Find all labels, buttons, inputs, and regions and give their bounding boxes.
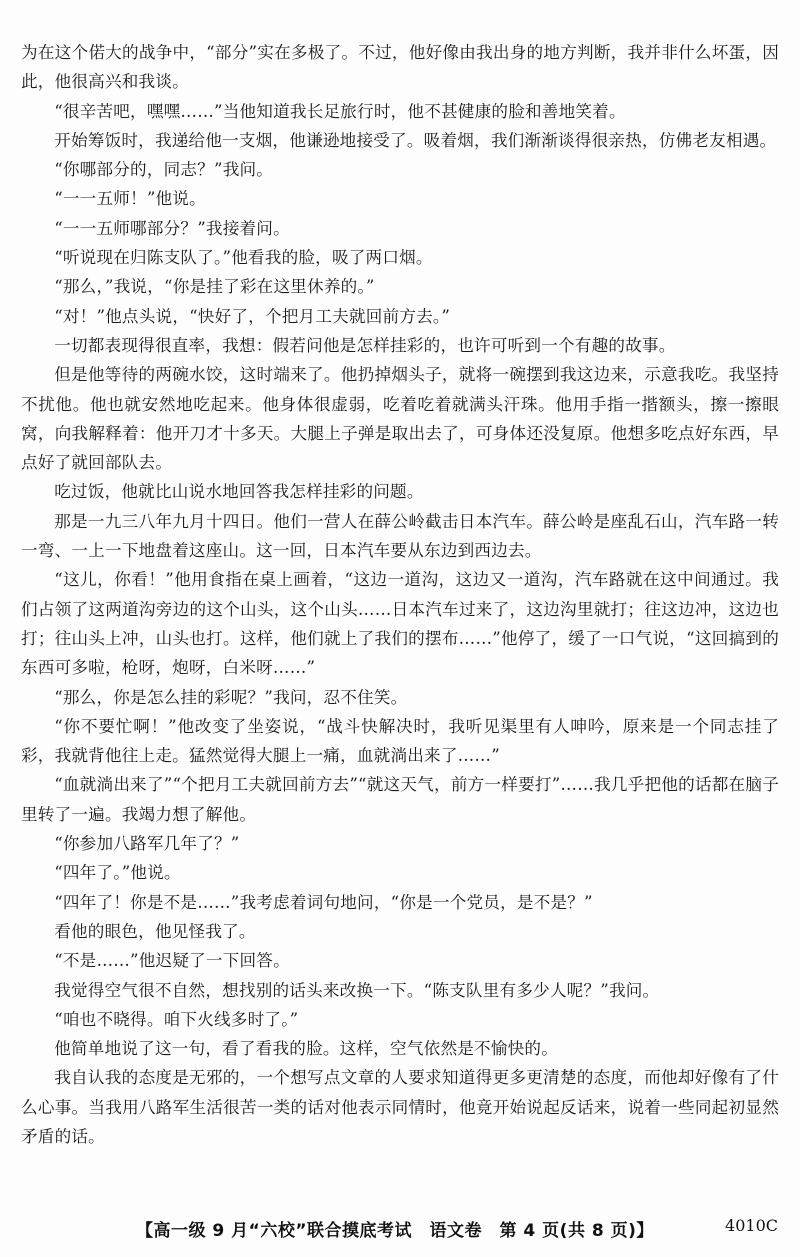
paragraph: “咱也不晓得。咱下火线多时了。” — [54, 1009, 299, 1029]
paragraph: 他简单地说了这一句，看了看我的脸。这样，空气依然是不愉快的。 — [54, 1039, 558, 1059]
paragraph: 一切都表现得很直率，我想：假若问他是怎样挂彩的，也许可听到一个有趣的故事。 — [54, 335, 676, 355]
paragraph: “不是……”他迟疑了一下回答。 — [54, 951, 290, 971]
page-footer — [0, 1210, 800, 1244]
paragraph: 但是他等待的两碗水饺，这时端来了。他扔掉烟头子，就将一碗摆到我这边来，示意我吃。我坚持不扰他。他也就安然地吃起来。他身体很虚弱，吃着吃着就满头汗珠。他用手指一揩额头，擦一擦眼窝，向我解释着：他开刀才十多天。大腿上子弹是取出去了，可身体还没复原。他想多吃点好东西，早点好了就回部队去。 — [21, 365, 779, 473]
paragraph: “你不要忙啊！”他改变了坐姿说，“战斗快解决时，我听见渠里有人呻吟，原来是一个同志挂了彩，我就背他往上走。猛然觉得大腿上一痛，血就淌出来了……” — [21, 716, 779, 766]
paragraph: “四年了。”他说。 — [54, 863, 181, 883]
paragraph: 开始筹饭时，我递给他一支烟，他谦逊地接受了。吸着烟，我们渐渐谈得很亲热，仿佛老友相遇。 — [54, 130, 777, 150]
paragraph: “血就淌出来了”“个把月工夫就回前方去”“就这天气，前方一样要打”……我几乎把他的话都在脑子里转了一遍。我竭力想了解他。 — [21, 775, 779, 824]
paragraph: “一一五师！”他说。 — [54, 189, 206, 209]
paragraph: “听说现在归陈支队了。”他看我的脸，吸了两口烟。 — [54, 248, 433, 268]
paragraph: 为在这个偌大的战争中，“部分”实在多极了。不过，他好像由我出身的地方判断，我并非什么坏蛋，因此，他很高兴和我谈。 — [21, 43, 779, 92]
footer-paper-code: 4010C — [725, 1216, 778, 1235]
paragraph: 我自认我的态度是无邪的，一个想写点文章的人要求知道得更多更清楚的态度，而他却好像有了什么心事。当我用八路军生活很苦一类的话对他表示同情时，他竟开始说起反话来，说着一些同起初显然矛盾的话。 — [21, 1068, 779, 1146]
paragraph: 我觉得空气很不自然，想找别的话头来改换一下。“陈支队里有多少人呢？”我问。 — [54, 980, 660, 1000]
footer-exam-title: 【高一级 9 月“六校”联合摸底考试 语文卷 第 4 页(共 8 页)】 — [136, 1221, 654, 1241]
paragraph: “对！”他点头说，“快好了，个把月工夫就回前方去。” — [54, 306, 451, 326]
article-body — [21, 38, 779, 1151]
paragraph: “四年了！你是不是……”我考虑着词句地问，“你是一个党员，是不是？” — [54, 892, 593, 912]
paragraph: “那么，你是怎么挂的彩呢？”我问，忍不住笑。 — [54, 687, 408, 707]
paragraph: “很辛苦吧，嘿嘿……”当他知道我长足旅行时，他不甚健康的脸和善地笑着。 — [54, 101, 626, 121]
paragraph: 那是一九三八年九月十四日。他们一营人在薛公岭截击日本汽车。薛公岭是座乱石山，汽车路一转一弯、一上一下地盘着这座山。这一回，日本汽车要从东边到西边去。 — [21, 511, 779, 561]
paragraph: “这儿，你看！”他用食指在桌上画着，“这边一道沟，这边又一道沟，汽车路就在这中间通过。我们占领了这两道沟旁边的这个山头，这个山头……日本汽车过来了，这边沟里就打；往这边冲，这边也打；往山头上冲，山头也打。这样，他们就上了我们的摆布……”他停了，缓了一口气说，“这回搞到的东西可多啦，枪呀，炮呀，白米呀……” — [21, 570, 779, 678]
paragraph: 看他的眼色，他见怪我了。 — [54, 921, 256, 941]
paragraph: “一一五师哪部分？”我接着问。 — [54, 218, 290, 238]
paragraph: “你哪部分的，同志？”我问。 — [54, 160, 274, 180]
paragraph: “那么，”我说，“你是挂了彩在这里休养的。” — [54, 277, 375, 297]
paragraph: “你参加八路军几年了？” — [54, 834, 240, 854]
paragraph: 吃过饭，他就比山说水地回答我怎样挂彩的问题。 — [54, 482, 424, 502]
